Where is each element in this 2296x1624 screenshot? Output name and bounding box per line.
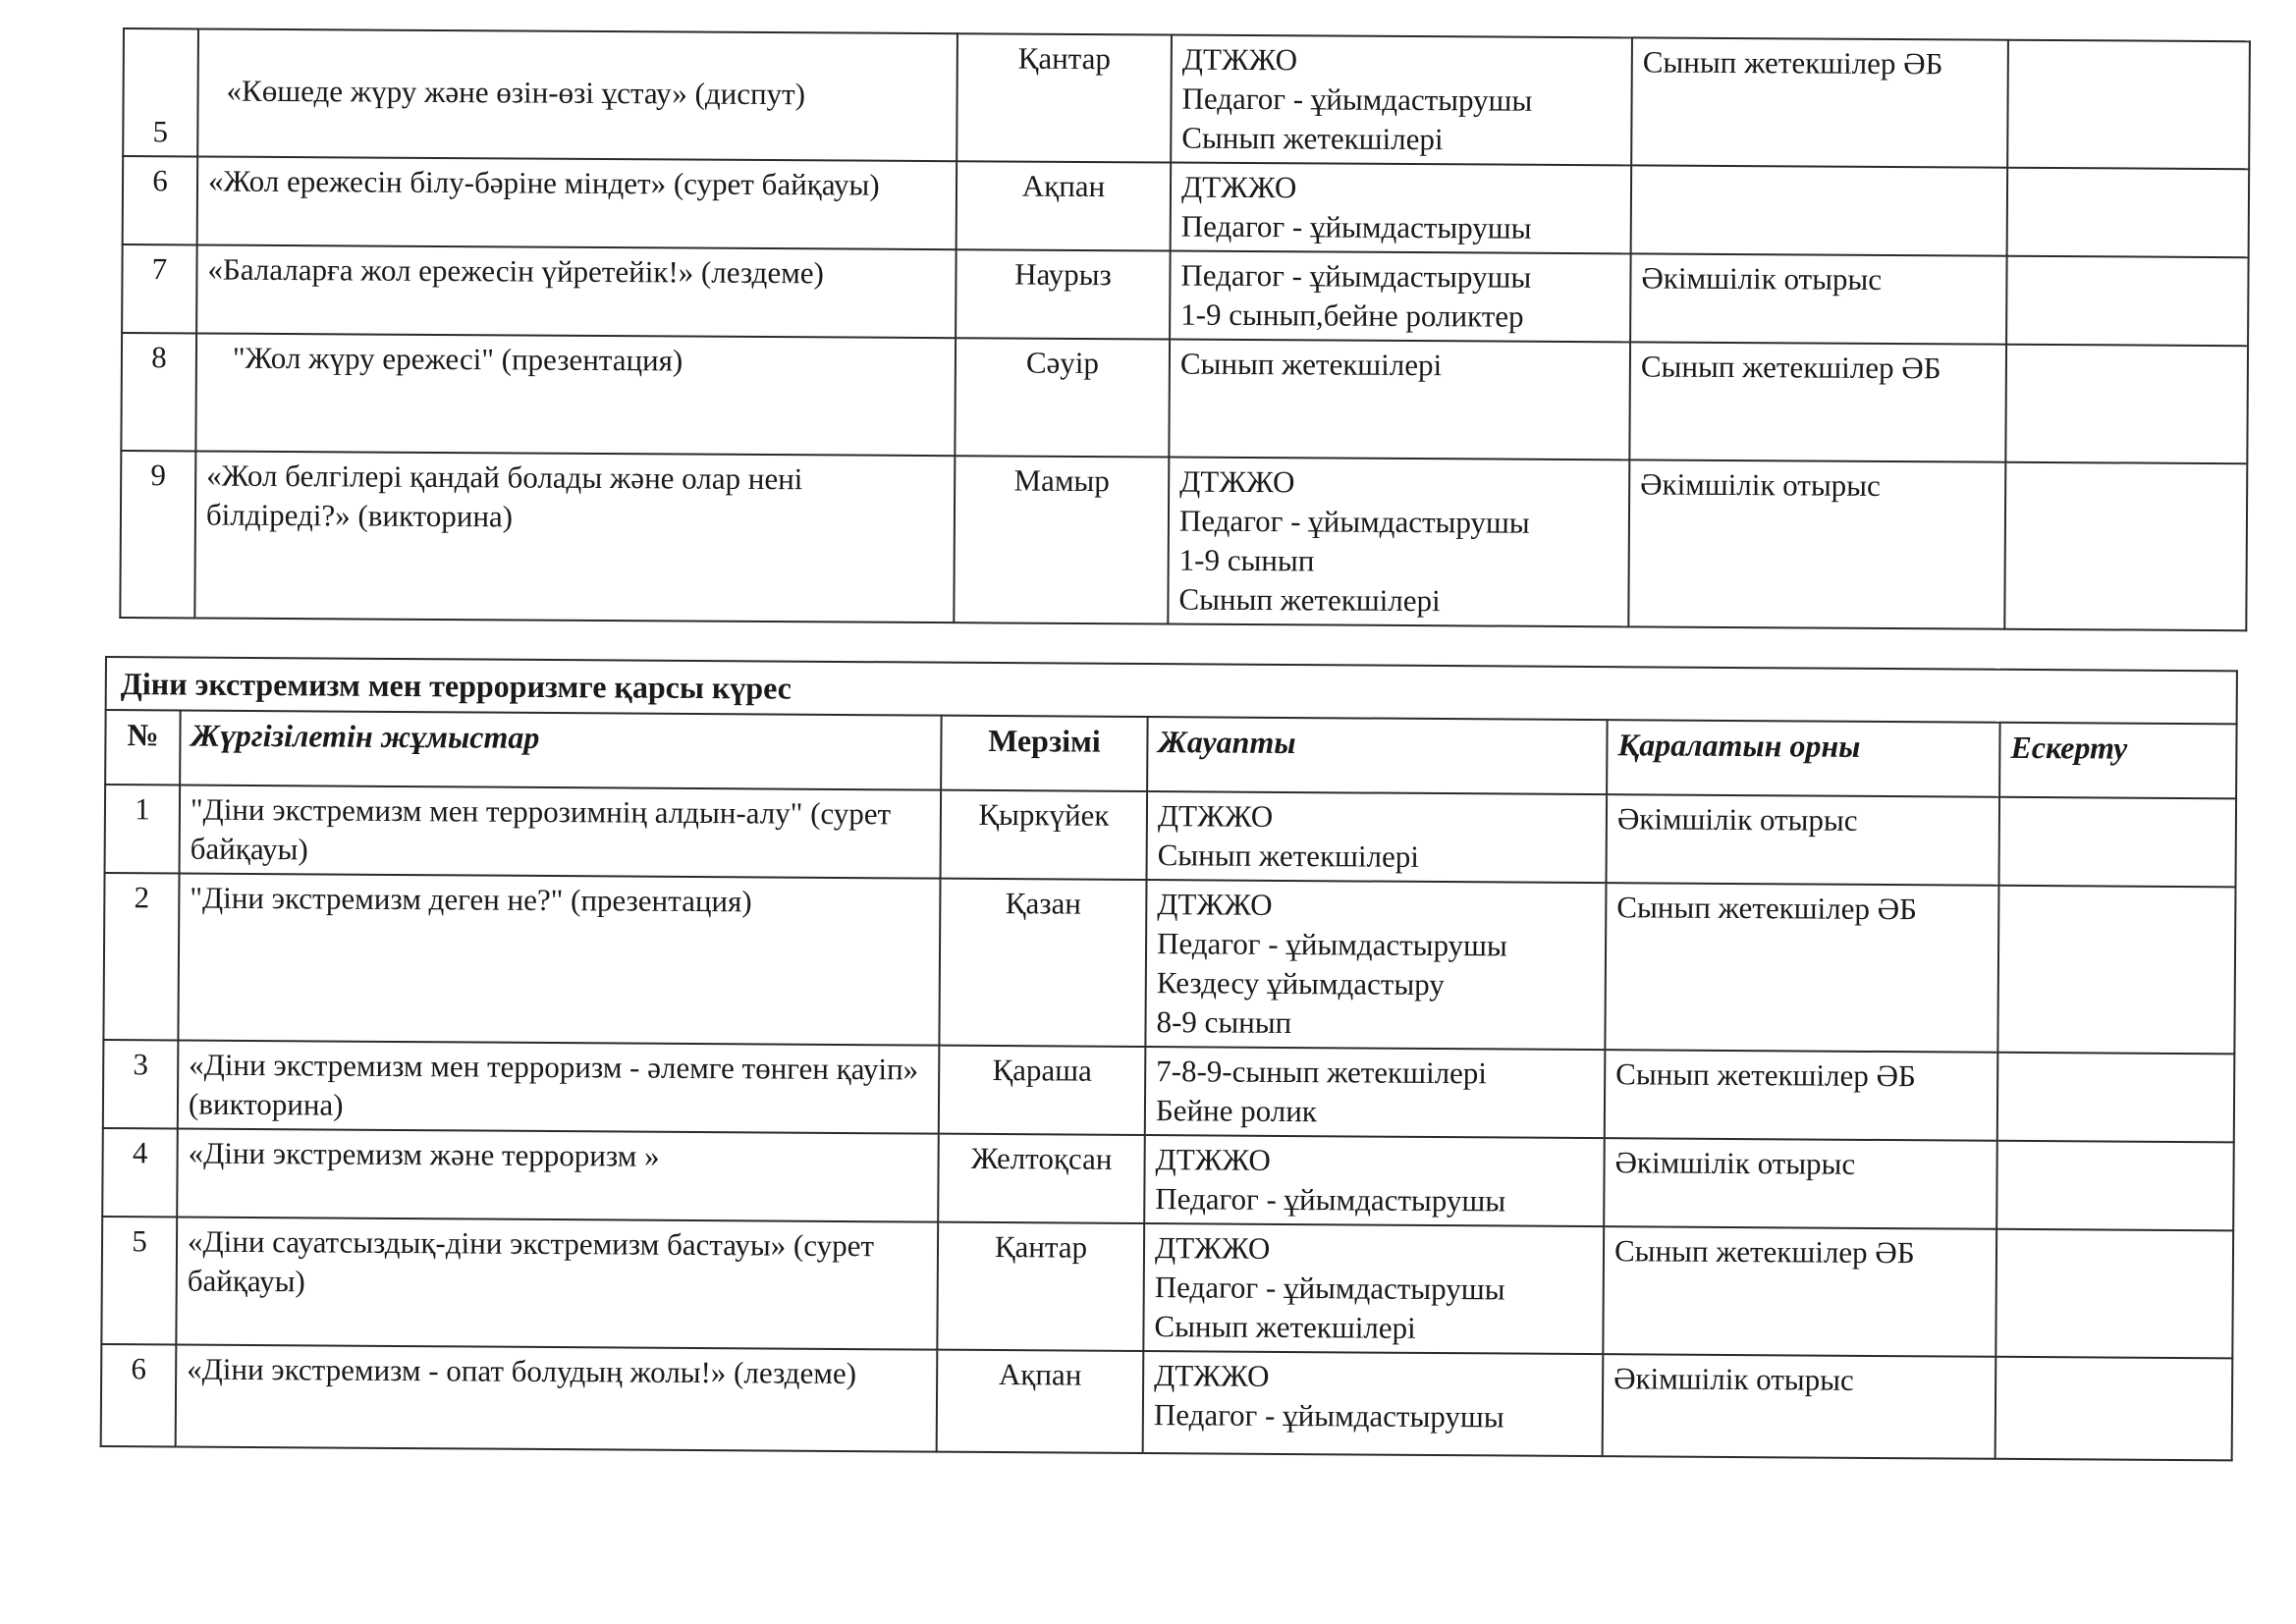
header-row: [105, 710, 2236, 798]
responsible-list: [1145, 880, 1606, 1050]
deadline: Ақпан: [937, 1350, 1144, 1453]
responsible-line: Сынып жетекшілері: [1157, 838, 1420, 874]
row-number: 2: [103, 873, 179, 1041]
header-note: Ескерту: [1999, 723, 2236, 799]
responsible-line: ДТЖЖО: [1180, 169, 1297, 205]
work-description: «Діни экстремизм және терроризм »: [177, 1129, 939, 1222]
note-cell: [1998, 797, 2236, 888]
work-description: "Діни экстремизм деген не?" (презентация): [178, 874, 940, 1046]
responsible-line: Сынып жетекшілері: [1181, 120, 1444, 157]
extremism-table-body: [101, 657, 2237, 1460]
deadline: Қараша: [939, 1046, 1146, 1135]
responsible-line: 1-9 сынып,бейне роликтер: [1180, 297, 1524, 334]
review-place: Әкімшілік отырыс: [1603, 1354, 1996, 1459]
responsible-line: Сынып жетекшілері: [1154, 1309, 1416, 1345]
deadline: Қантар: [937, 1222, 1144, 1351]
responsible-line: Педагог - ұйымдастырушы: [1181, 81, 1533, 118]
responsible-list: [1145, 1047, 1606, 1138]
responsible-line: Сынып жетекшілері: [1179, 346, 1443, 383]
row-number: 3: [103, 1040, 179, 1129]
deadline: Наурыз: [956, 249, 1171, 339]
work-description: «Жол белгілері қандай болады және олар нені білдіреді?» (викторина): [194, 451, 955, 623]
table-row: [105, 785, 2237, 887]
header-date: Мерзімі: [941, 716, 1147, 791]
note-cell: [2007, 40, 2250, 170]
work-description: "Діни экстремизм мен террозимнің алдын-алу" (сурет байқауы): [180, 785, 942, 879]
responsible-line: 8-9 сынып: [1156, 1004, 1292, 1041]
review-place: Сынып жетекшілер ӘБ: [1605, 1050, 1998, 1141]
deadline: Желтоқсан: [938, 1134, 1145, 1223]
deadline: Ақпан: [957, 161, 1172, 250]
work-description: «Жол ережесін білу-бәріне міндет» (сурет байқауы): [197, 156, 957, 249]
responsible-line: ДТЖЖО: [1154, 1358, 1270, 1393]
note-cell: [1996, 1141, 2234, 1231]
responsible-line: 7-8-9-сынып жетекшілері: [1156, 1054, 1488, 1091]
deadline: Қантар: [957, 33, 1172, 162]
responsible-list: [1169, 340, 1630, 460]
note-cell: [2006, 256, 2249, 347]
section-title: Діни экстремизм мен терроризмге қарсы күрес: [106, 657, 2237, 724]
work-description: «Діни экстремизм мен терроризм - әлемге төнген қауіп» (викторина): [178, 1041, 940, 1134]
review-place: Әкімшілік отырыс: [1630, 253, 2007, 344]
responsible-line: ДТЖЖО: [1179, 463, 1295, 500]
table-row: [123, 156, 2250, 257]
responsible-line: Педагог - ұйымдастырушы: [1153, 1397, 1504, 1435]
extremism-table: [100, 656, 2238, 1461]
responsible-line: ДТЖЖО: [1181, 41, 1298, 78]
work-description: «Діни экстремизм - опат болудың жолы!» (лездеме): [176, 1344, 938, 1451]
responsible-line: Бейне ролик: [1155, 1093, 1318, 1129]
responsible-line: Сынып жетекшілері: [1178, 581, 1441, 619]
responsible-list: [1144, 1135, 1605, 1226]
responsible-list: [1168, 458, 1629, 627]
review-place: Әкімшілік отырыс: [1628, 460, 2005, 628]
row-number: 9: [120, 451, 195, 618]
row-number: 4: [102, 1128, 178, 1218]
deadline: Мамыр: [954, 456, 1169, 623]
deadline: Қазан: [939, 879, 1146, 1047]
responsible-list: [1171, 35, 1632, 166]
row-number: 5: [123, 28, 198, 156]
responsible-line: ДТЖЖО: [1157, 798, 1274, 834]
note-cell: [2007, 168, 2250, 258]
responsible-line: ДТЖЖО: [1155, 1142, 1271, 1177]
responsible-line: Кездесу ұйымдастыру: [1156, 965, 1445, 1002]
review-place: [1631, 165, 2008, 255]
road-safety-table: [119, 27, 2251, 631]
header-place: Қаралатын орны: [1607, 720, 1999, 797]
review-place: Сынып жетекшілер ӘБ: [1629, 342, 2006, 461]
header-responsible: Жауапты: [1147, 717, 1607, 794]
header-work: Жүргізілетін жұмыстар: [180, 711, 941, 790]
row-number: 8: [121, 333, 196, 451]
responsible-line: Педагог - ұйымдастырушы: [1155, 1181, 1506, 1218]
work-description: «Балаларға жол ережесін үйретейік!» (лездеме): [196, 244, 957, 338]
row-number: 5: [101, 1217, 177, 1345]
responsible-line: Педагог - ұйымдастырушы: [1154, 1270, 1505, 1307]
review-place: Сынып жетекшілер ӘБ: [1631, 37, 2008, 167]
review-place: Әкімшілік отырыс: [1604, 1138, 1997, 1229]
note-cell: [1997, 1053, 2235, 1143]
note-cell: [2004, 462, 2247, 630]
responsible-list: [1171, 163, 1632, 254]
responsible-list: [1147, 791, 1608, 883]
responsible-line: Педагог - ұйымдастырушы: [1180, 257, 1532, 295]
responsible-line: ДТЖЖО: [1154, 1230, 1271, 1266]
responsible-line: 1-9 сынып: [1178, 542, 1315, 578]
row-number: 6: [101, 1344, 177, 1447]
work-description: «Діни сауатсыздық-діни экстремизм бастауы» (сурет байқауы): [176, 1217, 938, 1349]
review-place: Әкімшілік отырыс: [1607, 794, 2000, 886]
row-number: 1: [105, 785, 181, 874]
row-number: 6: [123, 156, 198, 244]
review-place: Сынып жетекшілер ӘБ: [1605, 883, 1998, 1053]
deadline: Сәуір: [955, 338, 1170, 457]
table-row: [103, 1040, 2235, 1142]
table-row: [123, 28, 2250, 169]
road-safety-table-body: [120, 28, 2250, 630]
table-row: [122, 244, 2249, 346]
responsible-line: ДТЖЖО: [1157, 887, 1273, 922]
deadline: Қыркүйек: [941, 790, 1148, 880]
responsible-list: [1143, 1223, 1604, 1354]
table-row: [120, 451, 2247, 630]
responsible-line: Педагог - ұйымдастырушы: [1180, 208, 1532, 245]
table-row: [121, 333, 2248, 463]
table-row: [103, 873, 2235, 1054]
table-row: [101, 1344, 2233, 1460]
review-place: Сынып жетекшілер ӘБ: [1603, 1226, 1996, 1357]
responsible-line: Педагог - ұйымдастырушы: [1178, 503, 1530, 540]
note-cell: [2005, 345, 2248, 464]
row-number: 7: [122, 244, 197, 333]
responsible-list: [1143, 1351, 1604, 1456]
header-number: №: [105, 710, 181, 785]
table-row: [102, 1128, 2234, 1230]
note-cell: [1995, 1357, 2233, 1461]
responsible-line: Педагог - ұйымдастырушы: [1156, 926, 1507, 963]
note-cell: [1995, 1229, 2233, 1359]
note-cell: [1997, 886, 2235, 1055]
work-description: «Көшеде жүру және өзін-өзі ұстау» (диспут): [197, 28, 957, 161]
table-row: [101, 1217, 2233, 1358]
responsible-list: [1170, 251, 1631, 343]
work-description: "Жол жүру ережесі" (презентация): [195, 333, 956, 456]
